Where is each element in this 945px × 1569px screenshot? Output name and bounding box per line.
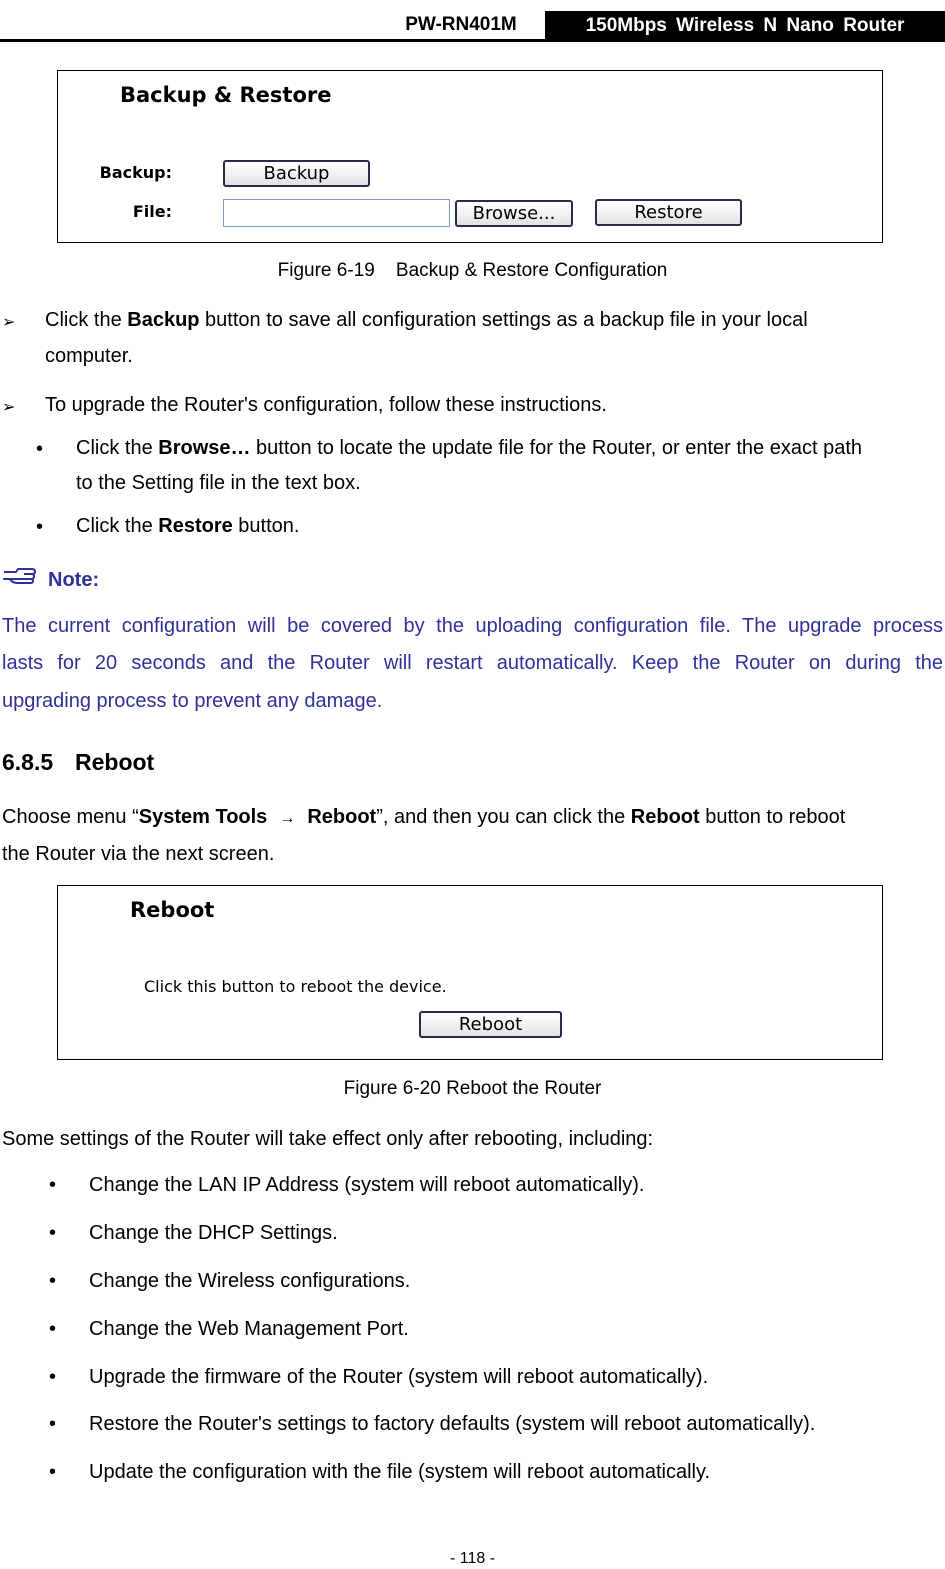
instruction-backup: Click the Backup button to save all configuration settings as a backup file in your local [45,309,808,331]
list-item: Change the Web Management Port. [89,1318,409,1340]
backup-restore-title: Backup & Restore [120,83,332,107]
note-line1: The current configuration will be covered by the uploading configuration file. The upgrade process [2,615,943,637]
figure19-caption: Figure 6-19 Backup & Restore Configuration [277,260,668,281]
backup-label: Backup: [99,163,172,182]
list-item: Upgrade the firmware of the Router (system will reboot automatically). [89,1366,709,1388]
backup-button[interactable]: Backup [223,160,370,187]
note-line3: upgrading process to prevent any damage. [2,690,383,712]
list-item: Change the Wireless configurations. [89,1270,411,1292]
arrow-bullet-icon: ➢ [2,399,16,416]
note-label: Note: [48,569,100,591]
header-product: 150Mbps Wireless N Nano Router [545,11,945,39]
list-item: Restore the Router's settings to factory defaults (system will reboot automatically). [89,1413,816,1435]
list-item: Change the LAN IP Address (system will reboot automatically). [89,1174,645,1196]
instruction-browse: Click the Browse… button to locate the update file for the Router, or enter the exact path [76,437,863,459]
header-rule [0,39,945,42]
arrow-bullet-icon: ➢ [2,314,16,331]
reboot-button[interactable]: Reboot [419,1011,562,1038]
bullet-icon: • [49,1366,57,1388]
instruction-restore: Click the Restore button. [76,515,300,537]
bullet-icon: • [49,1413,57,1435]
bullet-icon: • [49,1461,57,1483]
bullet-icon: • [49,1318,57,1340]
bullet-icon: • [49,1222,57,1244]
reboot-title: Reboot [130,898,215,922]
section-number: 6.8.5 [2,749,54,775]
instruction-backup-line2: computer. [45,345,133,367]
note-line2: lasts for 20 seconds and the Router will restart automatically. Keep the Router on during the [2,652,943,674]
instruction-upgrade: To upgrade the Router's configuration, follow these instructions. [45,394,607,416]
bullet-icon: • [36,516,44,538]
section-intro: Choose menu “System Tools → Reboot”, and then you can click the Reboot button to reboot [2,806,846,828]
page-number: - 118 - [449,1550,496,1567]
file-path-input[interactable] [223,199,450,227]
header-model: PW-RN401M [405,14,517,35]
reboot-description: Click this button to reboot the device. [144,977,447,996]
restore-button[interactable]: Restore [595,199,742,226]
effects-intro: Some settings of the Router will take effect only after rebooting, including: [2,1128,654,1150]
instruction-browse-line2: to the Setting file in the text box. [76,472,361,494]
list-item: Change the DHCP Settings. [89,1222,338,1244]
section-intro-line2: the Router via the next screen. [2,843,275,865]
file-label: File: [132,202,172,221]
bullet-icon: • [49,1174,57,1196]
bullet-icon: • [49,1270,57,1292]
section-title: Reboot [75,749,155,775]
figure20-caption: Figure 6-20 Reboot the Router [343,1078,602,1099]
browse-button[interactable]: Browse... [455,200,573,227]
pointing-hand-icon [2,566,38,588]
list-item: Update the configuration with the file (system will reboot automatically. [89,1461,711,1483]
reboot-figure [57,885,883,1060]
backup-restore-figure [57,70,883,243]
bullet-icon: • [36,438,44,460]
